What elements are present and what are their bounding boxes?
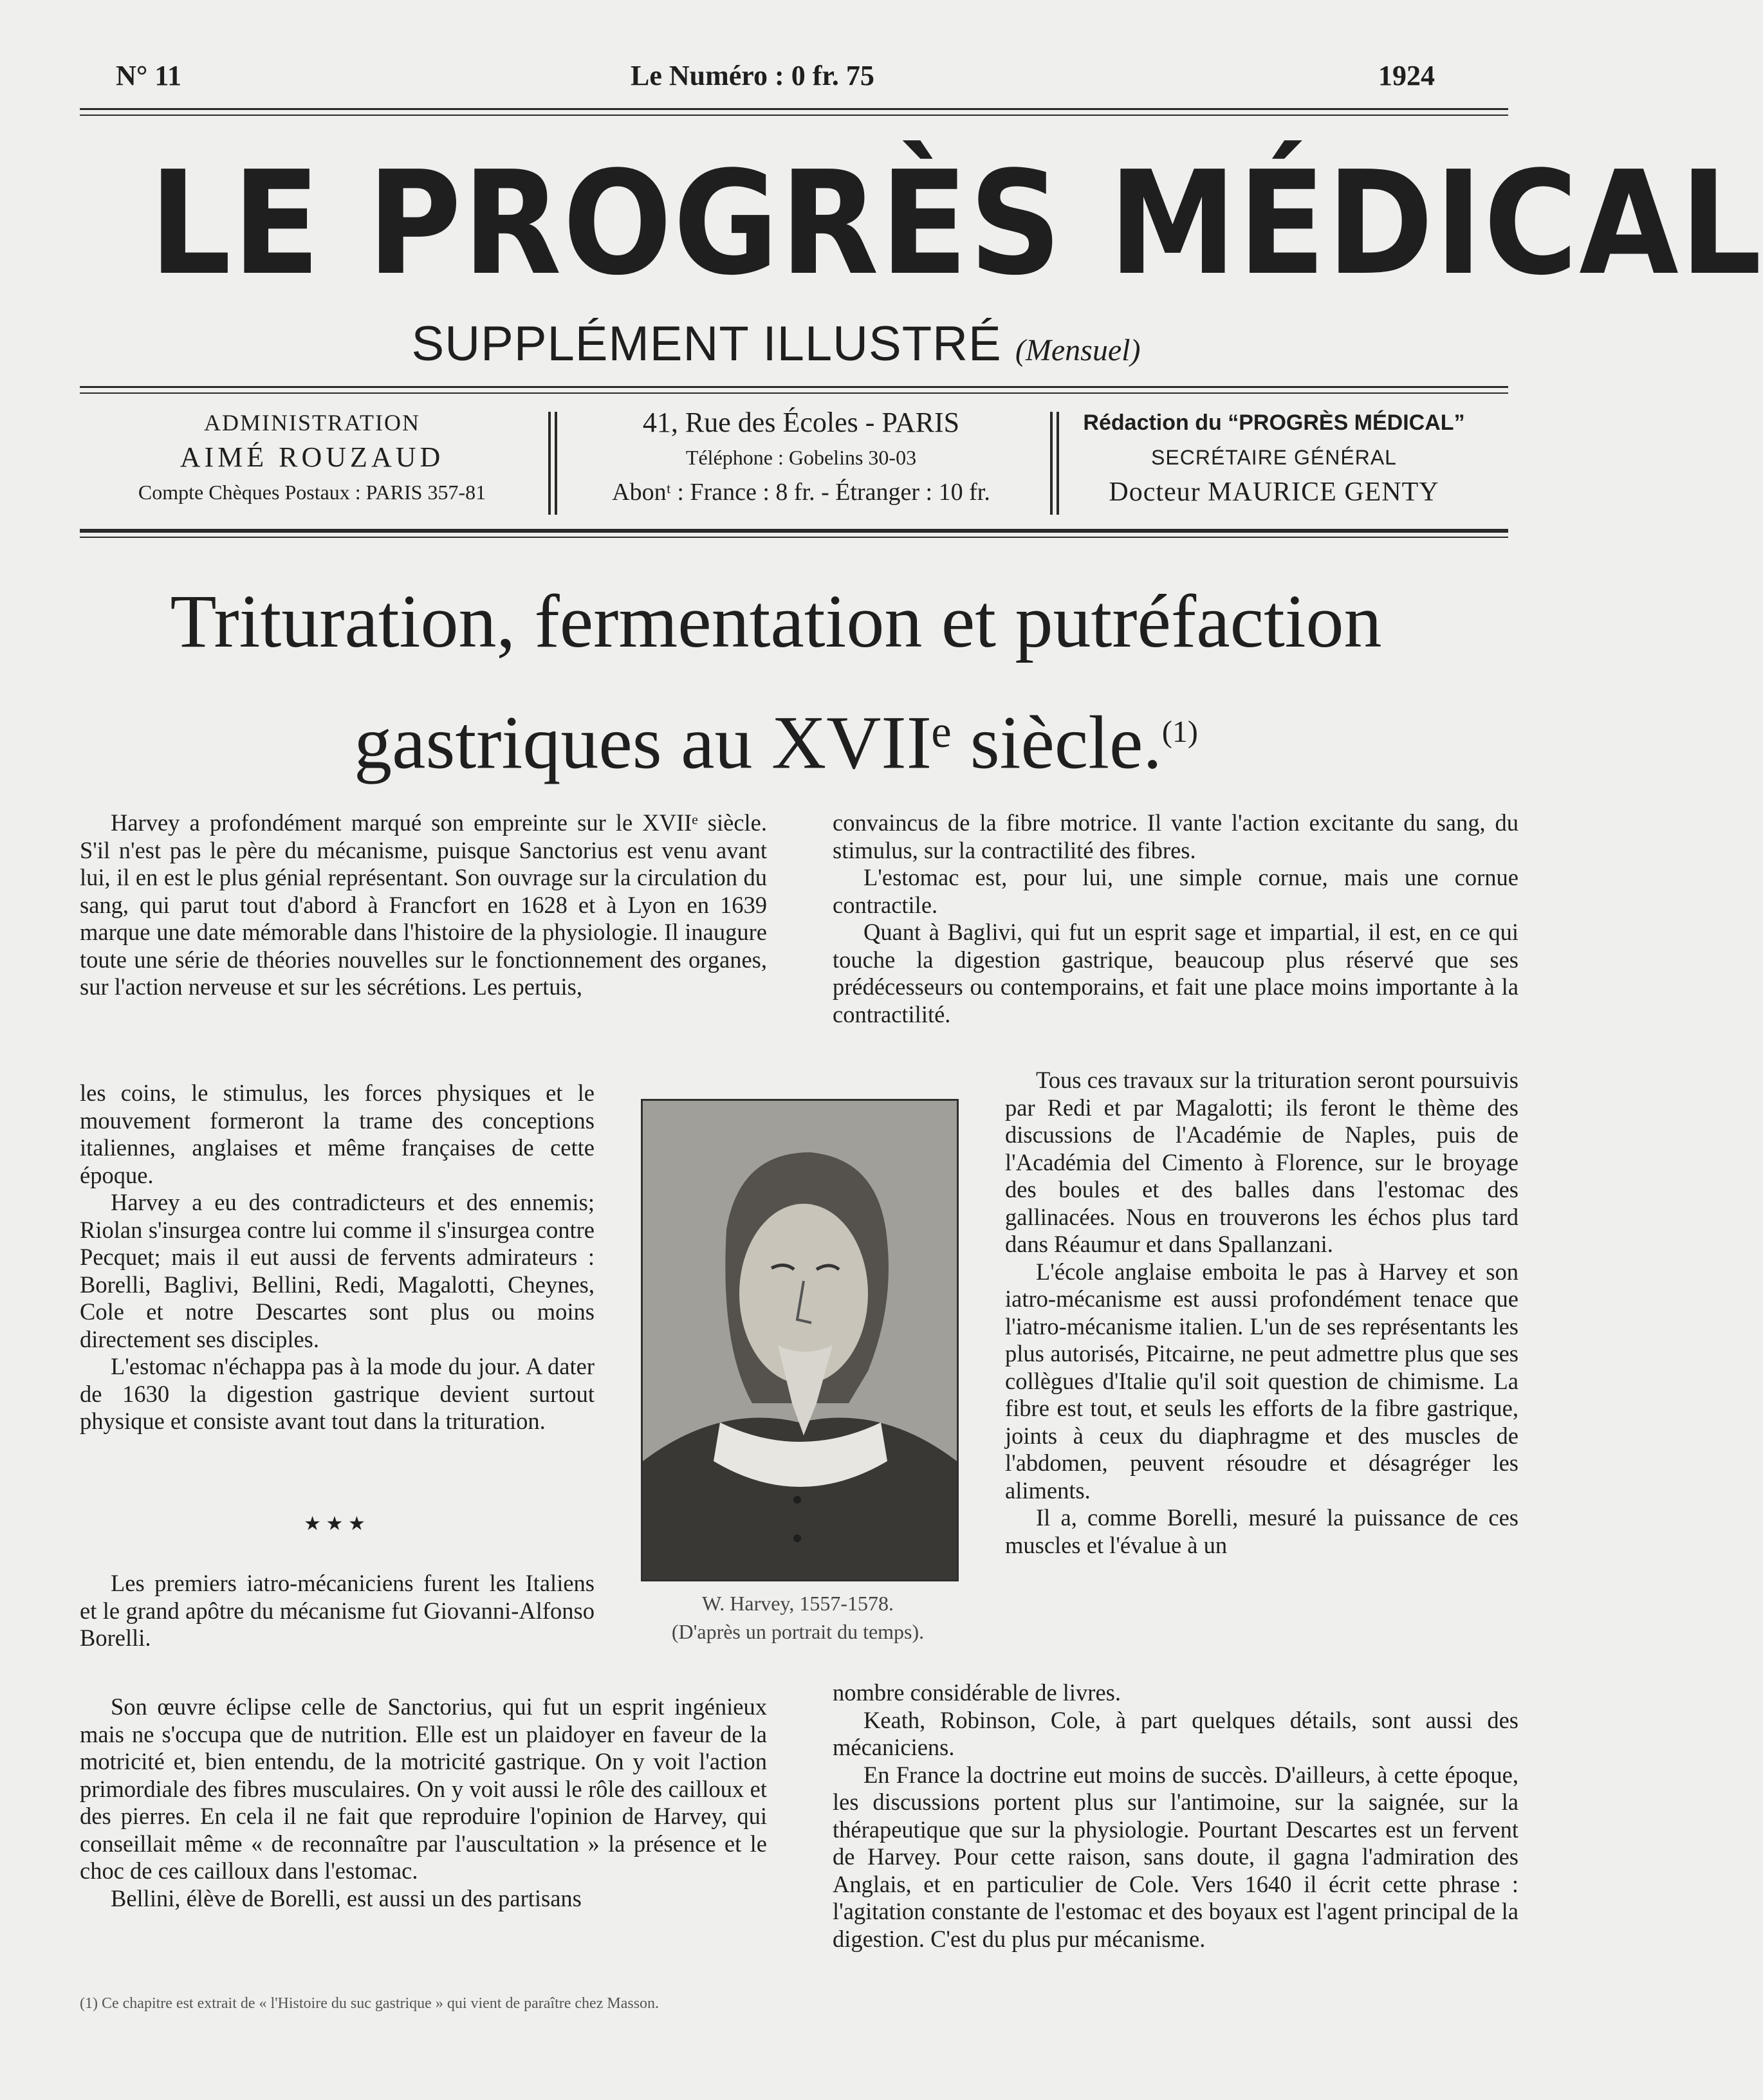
portrait-of-harvey-icon	[643, 1101, 957, 1580]
article-title	[0, 566, 1552, 798]
caption-line-1: W. Harvey, 1557-1578.	[701, 1592, 894, 1615]
frequency-text: (Mensuel)	[1015, 333, 1141, 367]
redaction-label: Rédaction du “PROGRÈS MÉDICAL”	[1083, 410, 1465, 435]
address-box	[553, 405, 1049, 515]
left-column-low	[80, 1570, 595, 1652]
masthead-title: LE PROGRÈS MÉDICAL	[149, 141, 1763, 307]
masthead-rule	[80, 386, 1508, 388]
top-rule	[80, 108, 1508, 110]
issue-year: 1924	[1378, 60, 1435, 91]
portrait-image	[641, 1099, 959, 1581]
portrait-caption	[605, 1589, 991, 1646]
address-phone: Téléphone : Gobelins 30-03	[685, 446, 917, 469]
administration-box	[77, 405, 547, 515]
paragraph: Tous ces travaux sur la trituration seront poursuivis par Redi et par Magalotti; ils feront le thème des discussions de l'Académie de Naples, puis de l'Académia del Cimento à Florence, sur le broyage des boules et des balles dans l'estomac des gallinacées. Nous en trouverons les échos plus tard dans Réaumur et dans Spallanzani.	[1005, 1067, 1518, 1257]
title-line-1: Trituration, fermentation et putréfaction	[170, 579, 1382, 663]
masthead-subtitle	[0, 315, 1552, 380]
admin-account: Compte Chèques Postaux : PARIS 357-81	[138, 481, 486, 504]
subtitle-text: SUPPLÉMENT ILLUSTRÉ	[411, 317, 1002, 371]
redaction-role: SECRÉTAIRE GÉNÉRAL	[1151, 446, 1397, 469]
paragraph: les coins, le stimulus, les forces physiques et le mouvement formeront la trame des conceptions italiennes, anglaises et même françaises de cette époque.	[80, 1080, 595, 1188]
paragraph: convaincus de la fibre motrice. Il vante l'action excitante du sang, du stimulus, sur la contractilité des fibres.	[833, 809, 1518, 863]
paragraph: nombre considérable de livres.	[833, 1679, 1121, 1706]
paragraph: Harvey a eu des contradicteurs et des ennemis; Riolan s'insurgea contre lui comme il s'insurgea contre Pecquet; mais il eut aussi de fervents admirateurs : Borelli, Baglivi, Bellini, Redi, Magalotti, Cheynes, Cole et notre Descartes sont plus ou moins directement ses disciples.	[80, 1189, 595, 1352]
box-rule	[80, 529, 1508, 533]
right-column-bottom	[833, 1679, 1518, 1953]
paragraph: L'école anglaise emboita le pas à Harvey et son iatro-mécanisme est aussi profondément tenace que l'iatro-mécanisme italien. L'un de ses représentants les plus autorisés, Pitcairne, ne peut admettre plus que ses collègues d'Italie qu'il soit question de chimisme. La fibre est tout, et seuls les efforts de la fibre gastrique, joints à ceux du diaphragme et des muscles de l'abdomen, peuvent résoudre et désagréger les aliments.	[1005, 1258, 1518, 1504]
box-rule-thin	[80, 537, 1508, 538]
paragraph: Quant à Baglivi, qui fut un esprit sage et impartial, il est, en ce qui touche la digestion gastrique, beaucoup plus réservé que ses prédécesseurs ou contemporains, et fait une place moins importante à la contractilité.	[833, 919, 1518, 1027]
caption-line-2: (D'après un portrait du temps).	[671, 1620, 925, 1643]
address-subscription: Abonᵗ : France : 8 fr. - Étranger : 10 fr.	[612, 479, 990, 506]
paragraph: Les premiers iatro-mécaniciens furent les Italiens et le grand apôtre du mécanisme fut Giovanni-Alfonso Borelli.	[80, 1570, 595, 1651]
box-divider	[1050, 412, 1053, 515]
paragraph: Il a, comme Borelli, mesuré la puissance de ces muscles et l'évalue à un	[1005, 1504, 1518, 1558]
issue-price: Le Numéro : 0 fr. 75	[631, 60, 874, 91]
issue-line	[116, 59, 1435, 98]
left-column-top	[80, 809, 767, 1001]
redaction-name: Docteur MAURICE GENTY	[1109, 477, 1439, 507]
footnote: (1) Ce chapitre est extrait de « l'Histoire du suc gastrique » qui vient de paraître chez Masson.	[80, 1995, 660, 2012]
title-line-2: gastriques au XVIIᵉ siècle.	[354, 700, 1162, 785]
left-column-middle	[80, 1080, 595, 1435]
paragraph: Son œuvre éclipse celle de Sanctorius, qui fut un esprit ingénieux mais ne s'occupa que de nutrition. Elle est un plaidoyer en faveur de la motricité et, bien entendu, de la motricité gastrique. On y voit l'action primordiale des fibres musculaires. On y voit aussi le rôle des cailloux et des pierres. En cela il ne fait que reproduire l'opinion de Harvey, qui conseillait même « de reconnaître par l'auscultation » la présence et le choc de ces cailloux dans l'estomac.	[80, 1693, 767, 1884]
paragraph: Bellini, élève de Borelli, est aussi un des partisans	[111, 1884, 582, 1911]
paragraph: L'estomac n'échappa pas à la mode du jour. A dater de 1630 la digestion gastrique devient surtout physique et consiste avant tout dans la trituration.	[80, 1353, 595, 1434]
paragraph: En France la doctrine eut moins de succès. D'ailleurs, à cette époque, les discussions portent plus sur l'antimoine, sur la saignée, sur la thérapeutique que sur la physiologie. Pourtant Descartes est un fervent de Harvey. Pour cette raison, sans doute, il gagna l'admiration des Anglais, et en particulier de Cole. Vers 1640 il écrit cette phrase : l'agitation constante de l'estomac et des boyaux est l'agent principal de la digestion. C'est du plus pur mécanisme.	[833, 1761, 1518, 1952]
left-column-bottom	[80, 1693, 767, 1912]
title-note: (1)	[1161, 715, 1198, 749]
admin-label: ADMINISTRATION	[204, 410, 420, 436]
box-divider	[548, 412, 551, 515]
redaction-box	[1055, 405, 1493, 515]
section-stars: ★ ★ ★	[304, 1513, 365, 1534]
paragraph: Keath, Robinson, Cole, à part quelques détails, sont aussi des mécaniciens.	[833, 1706, 1518, 1760]
admin-name: AIMÉ ROUZAUD	[180, 441, 445, 473]
paragraph: Harvey a profondément marqué son empreinte sur le XVIIᵉ siècle. S'il n'est pas le père du mécanisme, puisque Sanctorius est venu avant lui, il en est le plus génial représentant. Son ouvrage sur la circulation du sang, qui parut tout d'abord à Francfort en 1628 et à Lyon en 1639 marque une date mémorable dans l'histoire de la physiologie. Il inaugure toute une série de théories nouvelles sur le fonctionnement des organes, sur l'action nerveuse et sur les sécrétions. Les pertuis,	[80, 809, 767, 1000]
top-rule-thin	[80, 115, 1508, 116]
right-column-middle	[1005, 1067, 1518, 1559]
paragraph: L'estomac est, pour lui, une simple cornue, mais une cornue contractile.	[833, 864, 1518, 918]
masthead-rule-thin	[80, 392, 1508, 394]
address-street: 41, Rue des Écoles - PARIS	[642, 407, 960, 438]
issue-number: N° 11	[116, 60, 181, 91]
right-column-top	[833, 809, 1518, 1028]
